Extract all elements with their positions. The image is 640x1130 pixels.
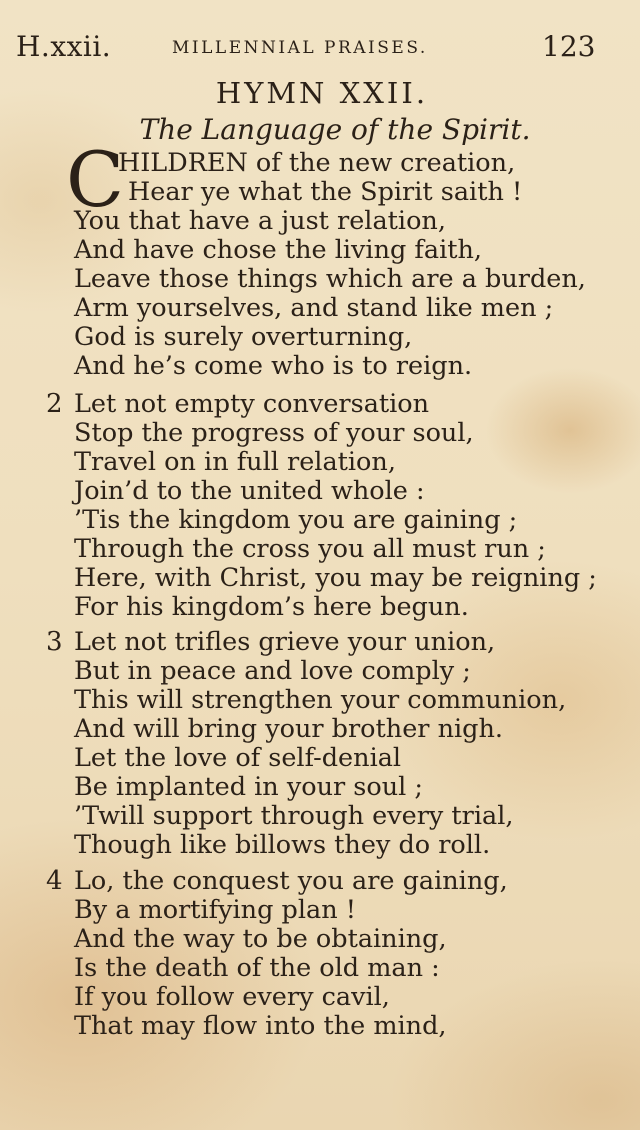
hymn-subtitle: The Language of the Spirit. (139, 113, 531, 146)
verse-line: HILDREN of the new creation, (118, 148, 516, 178)
verse-line: Hear ye what the Spirit saith ! (128, 177, 523, 207)
verse-line: And the way to be obtaining, (74, 924, 447, 954)
stanza-number: 3 (46, 627, 63, 657)
stanza-number: 4 (46, 866, 63, 896)
verse-line: Through the cross you all must run ; (74, 534, 546, 564)
verse-line: Join’d to the united whole : (74, 476, 425, 506)
verse-line: Lo, the conquest you are gaining, (74, 866, 508, 896)
verse-line: And will bring your brother nigh. (74, 714, 504, 744)
book-title: MILLENNIAL PRAISES. (172, 38, 428, 58)
verse-line: And he’s come who is to reign. (74, 351, 473, 381)
verse-line: Let the love of self-denial (74, 743, 402, 773)
verse-line: ’Tis the kingdom you are gaining ; (74, 505, 518, 535)
stanza-number: 2 (46, 389, 63, 419)
verse-line: Travel on in full relation, (74, 447, 396, 477)
verse-line: But in peace and love comply ; (74, 656, 471, 686)
verse-line: Though like billows they do roll. (74, 830, 491, 860)
verse-line: Let not trifles grieve your union, (74, 627, 496, 657)
hymn-reference: H.xxii. (16, 30, 112, 63)
page-number: 123 (542, 30, 596, 63)
verse-line: Let not empty conversation (74, 389, 430, 419)
verse-line: God is surely overturning, (74, 322, 413, 352)
verse-line: Leave those things which are a burden, (74, 264, 586, 294)
verse-line: Is the death of the old man : (74, 953, 440, 983)
verse-line: This will strengthen your communion, (74, 685, 567, 715)
verse-line: Stop the progress of your soul, (74, 418, 474, 448)
verse-line: By a mortifying plan ! (74, 895, 356, 925)
hymn-title: HYMN XXII. (215, 76, 429, 110)
verse-line: Here, with Christ, you may be reigning ; (74, 563, 597, 593)
running-head (0, 30, 640, 70)
verse-line: Be implanted in your soul ; (74, 772, 424, 802)
verse-line: ’Twill support through every trial, (74, 801, 514, 831)
verse-line: If you follow every cavil, (74, 982, 390, 1012)
verse-line: For his kingdom’s here begun. (74, 592, 469, 622)
drop-cap: C (66, 135, 125, 224)
verse-line: You that have a just relation, (74, 206, 446, 236)
verse-line: That may flow into the mind, (74, 1011, 447, 1041)
verse-line: Arm yourselves, and stand like men ; (74, 293, 554, 323)
verse-line: And have chose the living faith, (74, 235, 482, 265)
